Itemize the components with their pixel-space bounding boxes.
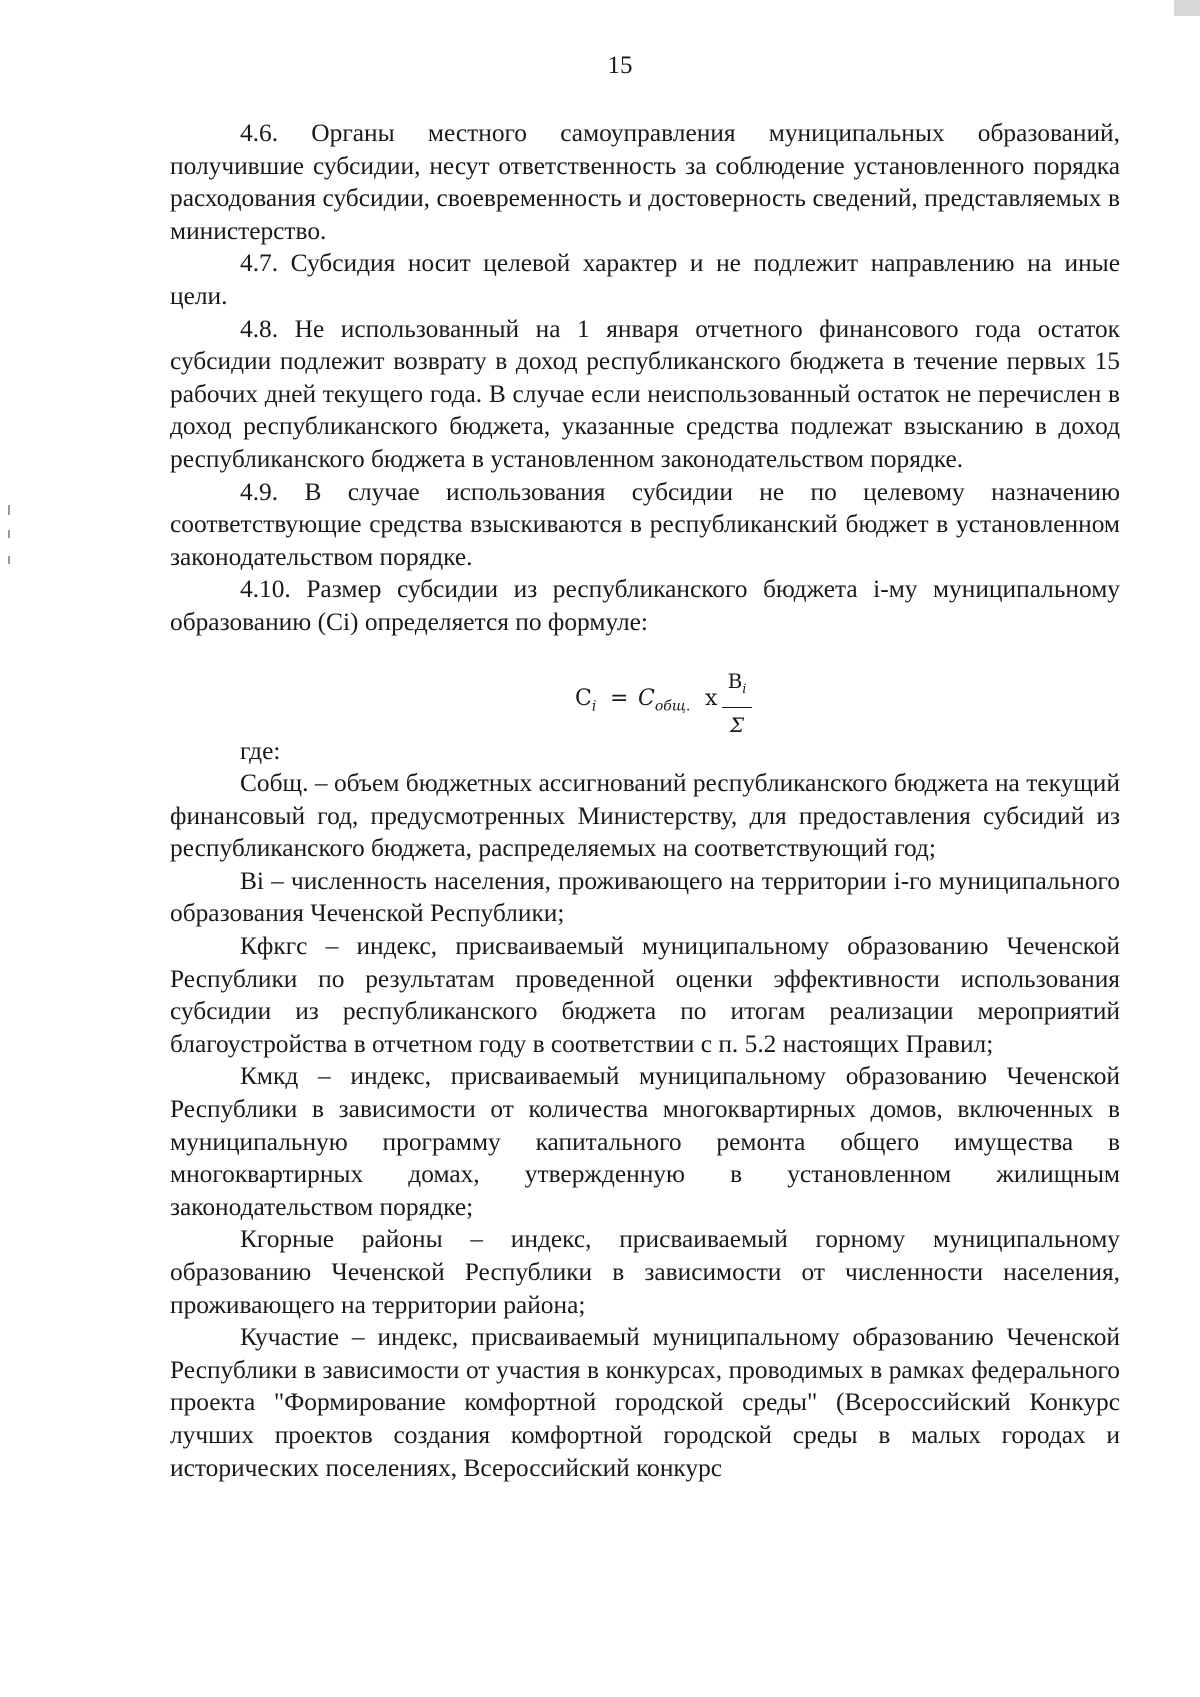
formula-coefficient: $C_{общ.}$ (638, 685, 691, 714)
definition-k-mkd: Кмкд – индекс, присваиваемый муниципальному образованию Чеченской Республики в зависимости от количества многоквартирных домов, включенных в муниципальную программу капитального ремонта общего имущества в многоквартирных домах, утвержденную в установленном жилищным законодательством порядке; (170, 1062, 1120, 1221)
where-label: где: (240, 736, 281, 765)
subsidy-formula (170, 665, 1120, 738)
definition-k-fkgs: Кфкгс – индекс, присваиваемый муниципальному образованию Чеченской Республики по результатам проведенной оценки эффективности использования субсидии из республиканского бюджета по итогам реализации мероприятий благоустройства в отчетном году в соответствии с п. 5.2 настоящих Правил; (170, 932, 1120, 1058)
scan-edge-mark (8, 530, 10, 538)
formula-denominator: Σ (729, 713, 745, 738)
definition-k-participation: Кучастие – индекс, присваиваемый муниципальному образованию Чеченской Республики в зависимости от участия в конкурсах, проводимых в рамках федерального проекта "Формирование комфортной городской среды" (Всероссийский Конкурс лучших проектов создания комфортной городской среды в малых городах и исторических поселениях, Всероссийский конкурс (170, 1323, 1120, 1482)
paragraph-4-8: 4.8. Не использованный на 1 января отчетного финансового года остаток субсидии подлежит возврату в доход республиканского бюджета в течение первых 15 рабочих дней текущего года. В случае если неиспользованный остаток не перечислен в доход республиканского бюджета, указанные средства подлежат взысканию в доход республиканского бюджета в установленном законодательством порядке. (170, 314, 1120, 473)
scan-edge-mark (8, 505, 10, 515)
paragraph-4-6: 4.6. Органы местного самоуправления муниципальных образований, получившие субсидии, несут ответственность за соблюдение установленного порядка расходования субсидии, своевременность и достоверность сведений, представляемых в министерство. (170, 119, 1120, 245)
paragraph-4-9: 4.9. В случае использования субсидии не по целевому назначению соответствующие средства взыскиваются в республиканский бюджет в установленном законодательством порядке. (170, 477, 1120, 571)
definition-k-mountain: Кгорные районы – индекс, присваиваемый горному муниципальному образованию Чеченской Республики в зависимости от численности населения, проживающего на территории района; (170, 1225, 1120, 1319)
paragraph-4-10: 4.10. Размер субсидии из республиканского бюджета i-му муниципальному образованию (Ci) определяется по формуле: (170, 575, 1120, 636)
paragraph-4-7: 4.7. Субсидия носит целевой характер и не подлежит направлению на иные цели. (170, 249, 1120, 310)
definition-c-total: Собщ. – объем бюджетных ассигнований республиканского бюджета на текущий финансовый год, предусмотренных Министерству, для предоставления субсидий из республиканского бюджета, распределяемых на соответствующий год; (170, 769, 1120, 863)
formula-times: x (705, 685, 718, 711)
definition-b-i: Bi – численность населения, проживающего на территории i-го муниципального образования Чеченской Республики; (170, 866, 1120, 928)
formula-fraction (722, 665, 752, 742)
scan-edge-mark (8, 556, 10, 564)
formula-equals: = (610, 685, 629, 711)
document-body (170, 117, 1120, 1484)
formula-lhs: $C_i$ (575, 685, 597, 714)
scan-corner-mark (1174, 0, 1200, 16)
formula-numerator: $B_i$ (722, 665, 752, 709)
page-number: 15 (607, 52, 633, 79)
